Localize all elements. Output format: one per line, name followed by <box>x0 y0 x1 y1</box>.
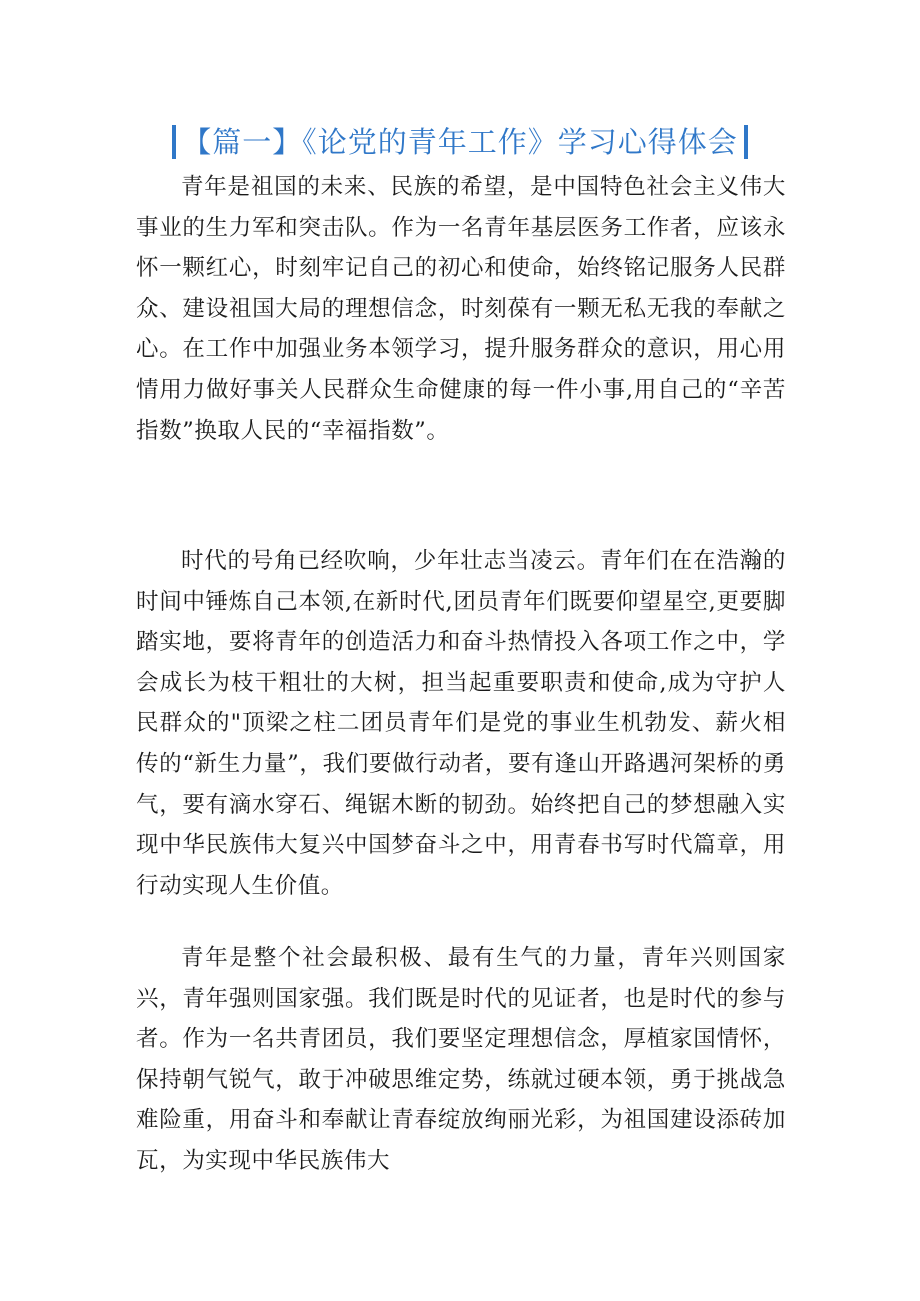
paragraph-3: 青年是整个社会最积极、最有生气的力量，青年兴则国家兴，青年强则国家强。我们既是时代的见证者，也是时代的参与者。作为一名共青团员，我们要坚定理想信念，厚植家国情怀，保持朝气锐气，敢于冲破思维定势，练就过硬本领，勇于挑战急难险重，用奋斗和奉献让青春绽放绚丽光彩，为祖国建设添砖加瓦，为实现中华民族伟大 <box>136 945 786 1174</box>
paragraph-2: 时代的号角已经吹响，少年壮志当凌云。青年们在在浩瀚的时间中锤炼自己本领,在新时代,团员青年们既要仰望星空,更要脚踏实地，要将青年的创造活力和奋斗热情投入各项工作之中，学会成长为枝干粗壮的大树，担当起重要职责和使命,成为守护人民群众的"顶梁之柱二团员青年们是党的事业生机勃发、薪火相传的“新生力量”，我们要做行动者，要有逢山开路遇河架桥的勇气，要有滴水穿石、绳锯木断的韧劲。始终把自己的梦想融入实现中华民族伟大复兴中国梦奋斗之中，用青春书写时代篇章，用行动实现人生价值。 <box>136 548 786 899</box>
paragraph-1: 青年是祖国的未来、民族的希望，是中国特色社会主义伟大事业的生力军和突击队。作为一名青年基层医务工作者，应该永怀一颗红心，时刻牢记自己的初心和使命，始终铭记服务人民群众、建设祖国大局的理想信念，时刻葆有一颗无私无我的奉献之心。在工作中加强业务本领学习，提升服务群众的意识，用心用情用力做好事关人民群众生命健康的每一件小事,用自己的“辛苦指数”换取人民的“幸福指数”。 <box>136 174 786 444</box>
title-text: 【篇一】《论党的青年工作》学习心得体会 <box>182 125 738 159</box>
title-left-bar <box>172 125 176 159</box>
title-right-bar <box>744 125 748 159</box>
document-title <box>172 122 748 162</box>
title-block <box>0 122 920 163</box>
